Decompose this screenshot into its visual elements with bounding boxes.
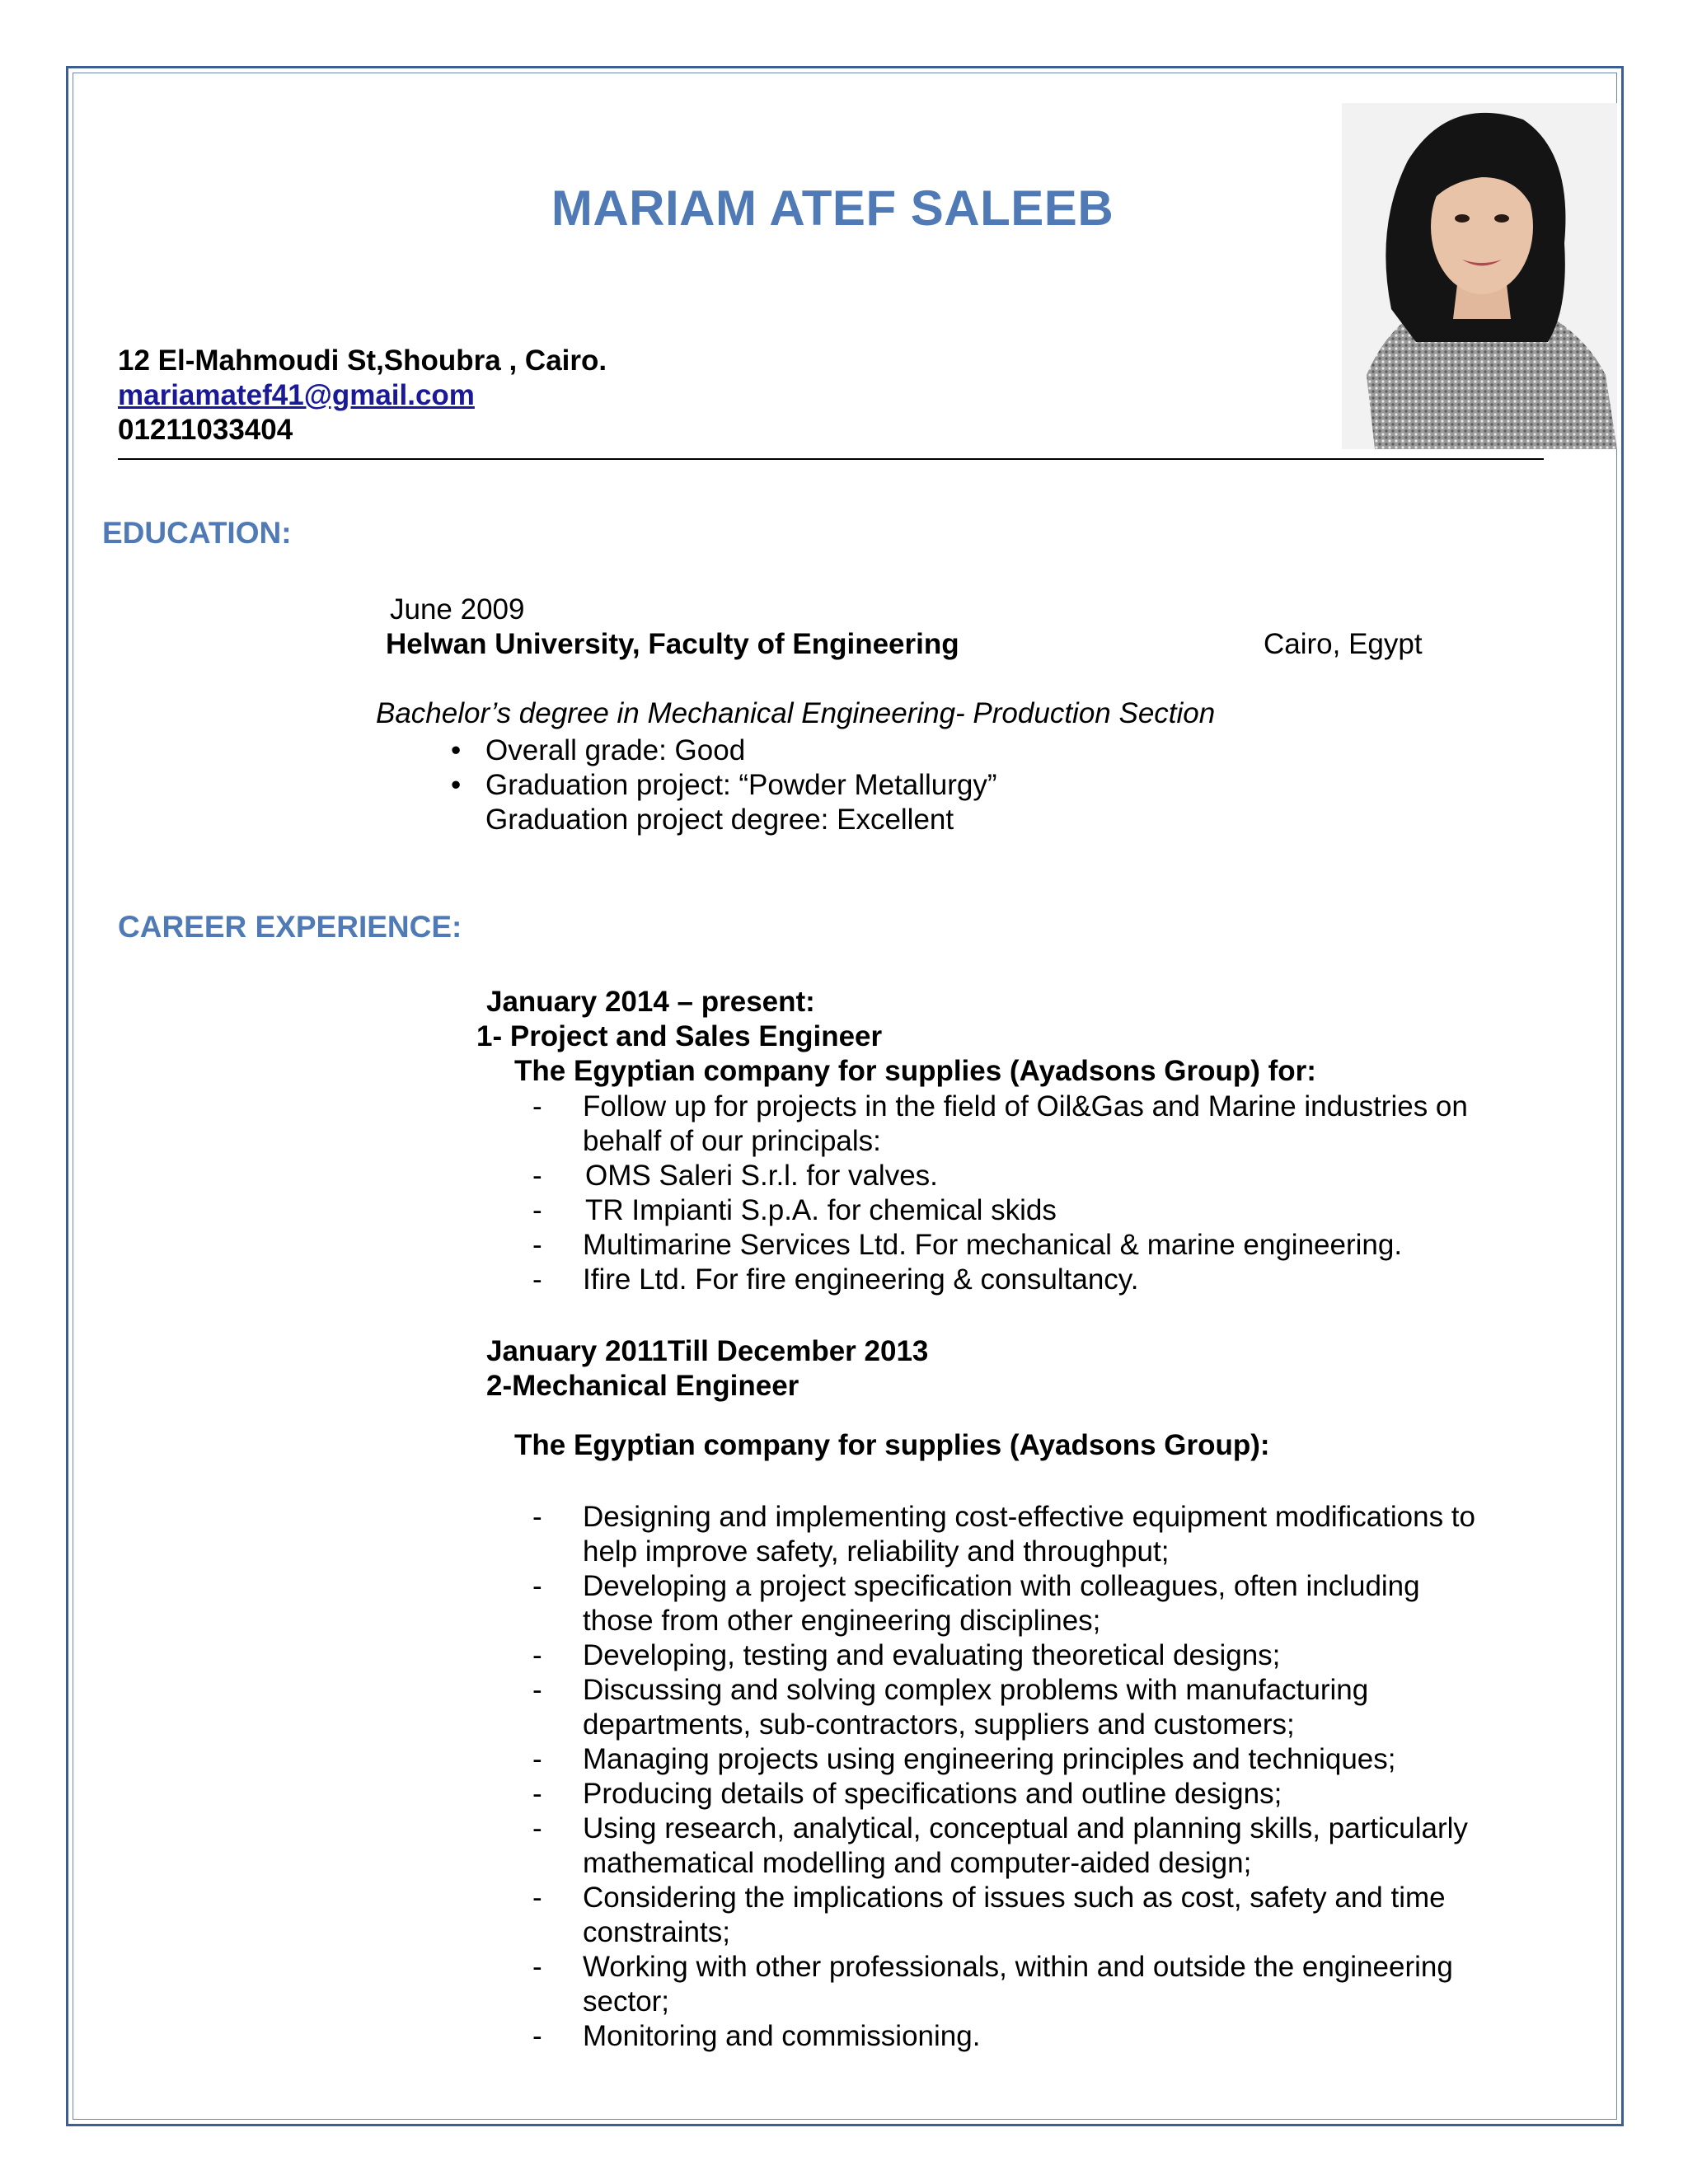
candidate-name: MARIAM ATEF SALEEB	[551, 180, 1114, 236]
list-item: Graduation project degree: Excellent	[485, 804, 954, 836]
education-degree: Bachelor’s degree in Mechanical Engineering- Production Section	[376, 697, 1216, 729]
header-divider	[118, 458, 1544, 460]
bullet-marker: •	[451, 769, 462, 801]
list-item: departments, sub-contractors, suppliers and customers;	[583, 1708, 1295, 1741]
list-item: behalf of our principals:	[583, 1125, 881, 1157]
list-item: - Developing a project specification with colleagues, often including	[532, 1570, 1420, 1602]
list-item: - Ifire Ltd. For fire engineering & consultancy.	[532, 1263, 1139, 1296]
job-duties-list	[532, 1500, 1476, 2054]
dash-marker: -	[532, 1229, 542, 1261]
dash-marker: -	[532, 1674, 542, 1706]
job-period: January 2014 – present:	[486, 986, 815, 1018]
dash-marker: -	[532, 1194, 542, 1226]
education-institution: Helwan University, Faculty of Engineering	[386, 628, 959, 660]
list-item: - Follow up for projects in the field of Oil&Gas and Marine industries on	[532, 1090, 1468, 1122]
contact-phone: 01211033404	[118, 414, 293, 446]
dash-marker: -	[532, 1882, 542, 1914]
bullet-marker: •	[451, 734, 462, 766]
dash-marker: -	[532, 1639, 542, 1671]
list-item: • Graduation project: “Powder Metallurgy”	[451, 769, 997, 801]
job-duties-list	[532, 1090, 1468, 1297]
list-item: - Developing, testing and evaluating theoretical designs;	[532, 1639, 1281, 1671]
career-heading: CAREER EXPERIENCE:	[118, 910, 462, 944]
dash-marker: -	[532, 1570, 542, 1602]
job-company: The Egyptian company for supplies (Ayadsons Group):	[514, 1429, 1270, 1461]
job-company: The Egyptian company for supplies (Ayadsons Group) for:	[514, 1055, 1316, 1087]
dash-marker: -	[532, 1263, 542, 1296]
list-item: - Monitoring and commissioning.	[532, 2020, 981, 2052]
job-title: 1- Project and Sales Engineer	[476, 1020, 883, 1052]
profile-photo	[1342, 103, 1617, 449]
dash-marker: -	[532, 1778, 542, 1810]
list-item: • Overall grade: Good	[451, 734, 746, 766]
education-location: Cairo, Egypt	[1264, 628, 1423, 660]
education-date: June 2009	[390, 593, 525, 626]
list-item: constraints;	[583, 1916, 730, 1948]
education-heading: EDUCATION:	[102, 516, 292, 550]
dash-marker: -	[532, 1951, 542, 1983]
dash-marker: -	[532, 1160, 542, 1192]
list-item: - Managing projects using engineering principles and techniques;	[532, 1743, 1396, 1775]
job-period: January 2011Till December 2013	[486, 1335, 929, 1367]
dash-marker: -	[532, 1090, 542, 1122]
job-title: 2-Mechanical Engineer	[486, 1370, 799, 1402]
list-item: - Considering the implications of issues such as cost, safety and time	[532, 1882, 1446, 1914]
list-item: - Using research, analytical, conceptual and planning skills, particularly	[532, 1812, 1468, 1844]
list-item: - TR Impianti S.p.A. for chemical skids	[532, 1194, 1057, 1226]
dash-marker: -	[532, 1743, 542, 1775]
dash-marker: -	[532, 1812, 542, 1844]
list-item: sector;	[583, 1985, 670, 2018]
contact-email-link[interactable]: mariamatef41@gmail.com	[118, 379, 475, 411]
list-item: help improve safety, reliability and throughput;	[583, 1535, 1170, 1568]
list-item: - OMS Saleri S.r.l. for valves.	[532, 1160, 938, 1192]
dash-marker: -	[532, 1501, 542, 1533]
dash-marker: -	[532, 2020, 542, 2052]
list-item: mathematical modelling and computer-aided design;	[583, 1847, 1252, 1879]
list-item: those from other engineering disciplines;	[583, 1605, 1101, 1637]
list-item: - Working with other professionals, within and outside the engineering	[532, 1951, 1453, 1983]
list-item: - Multimarine Services Ltd. For mechanical & marine engineering.	[532, 1229, 1403, 1261]
list-item: - Designing and implementing cost-effective equipment modifications to	[532, 1501, 1476, 1533]
list-item: - Discussing and solving complex problems with manufacturing	[532, 1674, 1369, 1706]
contact-address: 12 El-Mahmoudi St,Shoubra , Cairo.	[118, 344, 607, 377]
education-details-list	[451, 733, 997, 837]
list-item: - Producing details of specifications and outline designs;	[532, 1778, 1282, 1810]
